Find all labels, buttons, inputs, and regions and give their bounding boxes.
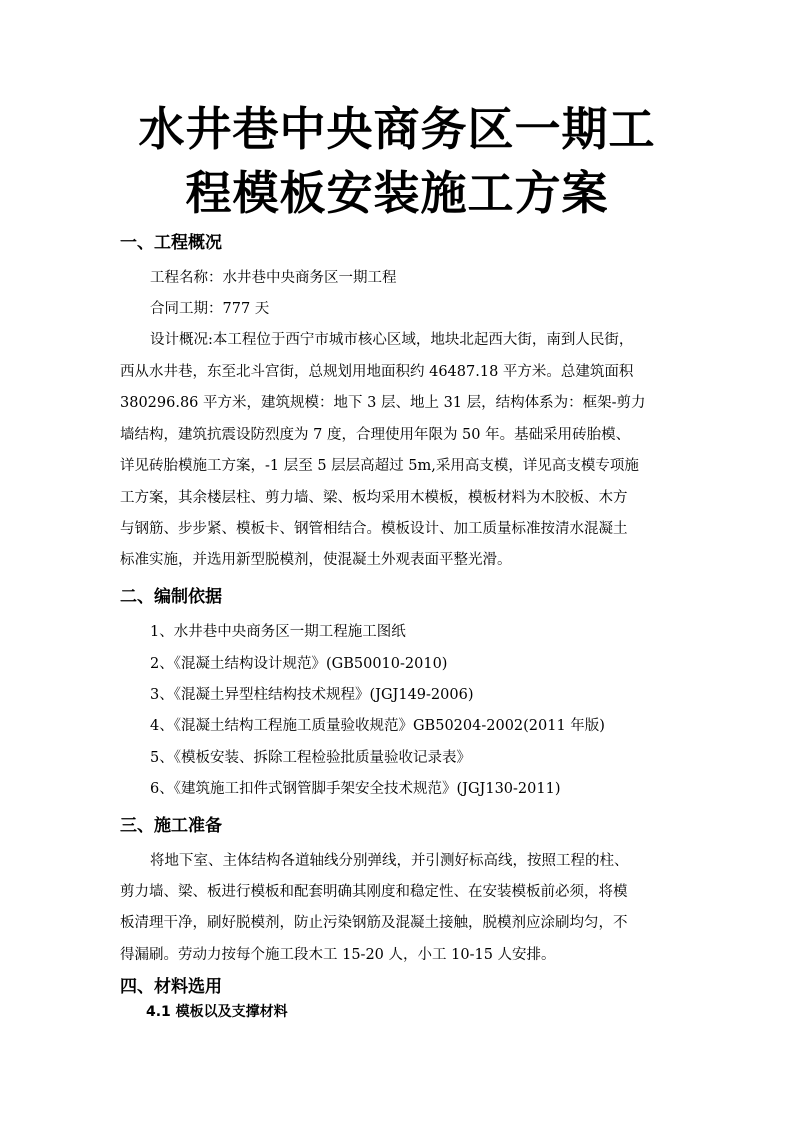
project-name-line: 工程名称：水井巷中央商务区一期工程 [150,270,397,286]
overview-line: 设计概况:本工程位于西宁市城市核心区域，地块北起西大街，南到人民街， [150,332,634,348]
basis-list-item: 5、《模板安装、拆除工程检验批质量验收记录表》 [150,750,471,766]
preparation-line: 板清理干净，刷好脱模剂，防止污染钢筋及混凝土接触，脱模剂应涂刷均匀，不 [120,915,628,931]
overview-line: 详见砖胎模施工方案，-1 层至 5 层层高超过 5m,采用高支模，详见高支模专项施 [120,458,639,474]
section-heading-materials: 四、材料选用 [120,977,222,997]
overview-line: 西从水井巷，东至北斗宫街，总规划用地面积约 46487.18 平方米。总建筑面积 [120,364,634,380]
section-heading-overview: 一、工程概况 [120,233,222,253]
basis-list-item: 1、水井巷中央商务区一期工程施工图纸 [150,624,406,640]
preparation-line: 剪力墙、梁、板进行模板和配套明确其刚度和稳定性、在安装模板前必须，将模 [120,884,628,900]
section-heading-preparation: 三、施工准备 [120,816,222,836]
overview-line: 与钢筋、步步紧、模板卡、钢管相结合。模板设计、加工质量标准按清水混凝土 [120,521,628,537]
preparation-line: 得漏刷。劳动力按每个施工段木工 15-20 人，小工 10-15 人安排。 [120,947,556,963]
basis-list-item: 6、《建筑施工扣件式钢管脚手架安全技术规范》(JGJ130-2011) [150,781,561,797]
document-title-line-1: 水井巷中央商务区一期工 [138,102,656,156]
contract-period-line: 合同工期：777 天 [150,301,270,317]
basis-list-item: 4、《混凝土结构工程施工质量验收规范》GB50204-2002(2011 年版) [150,718,605,734]
basis-list-item: 2、《混凝土结构设计规范》(GB50010-2010) [150,656,448,672]
overview-line: 标准实施，并选用新型脱模剂，使混凝土外观表面平整光滑。 [120,552,512,568]
section-heading-basis: 二、编制依据 [120,587,222,607]
overview-line: 380296.86 平方米，建筑规模：地下 3 层、地上 31 层，结构体系为：框架-剪力 [120,395,646,411]
overview-line: 墙结构，建筑抗震设防烈度为 7 度，合理使用年限为 50 年。基础采用砖胎模、 [120,427,631,443]
overview-line: 工方案，其余楼层柱、剪力墙、梁、板均采用木模板，模板材料为木胶板、木方 [120,490,628,506]
document-title-line-2: 程模板安装施工方案 [185,166,609,220]
basis-list-item: 3、《混凝土异型柱结构技术规程》(JGJ149-2006) [150,687,474,703]
subsection-heading-formwork: 4.1 模板以及支撑材料 [146,1004,288,1020]
preparation-line: 将地下室、主体结构各道轴线分别弹线，并引测好标高线，按照工程的柱、 [150,853,629,869]
